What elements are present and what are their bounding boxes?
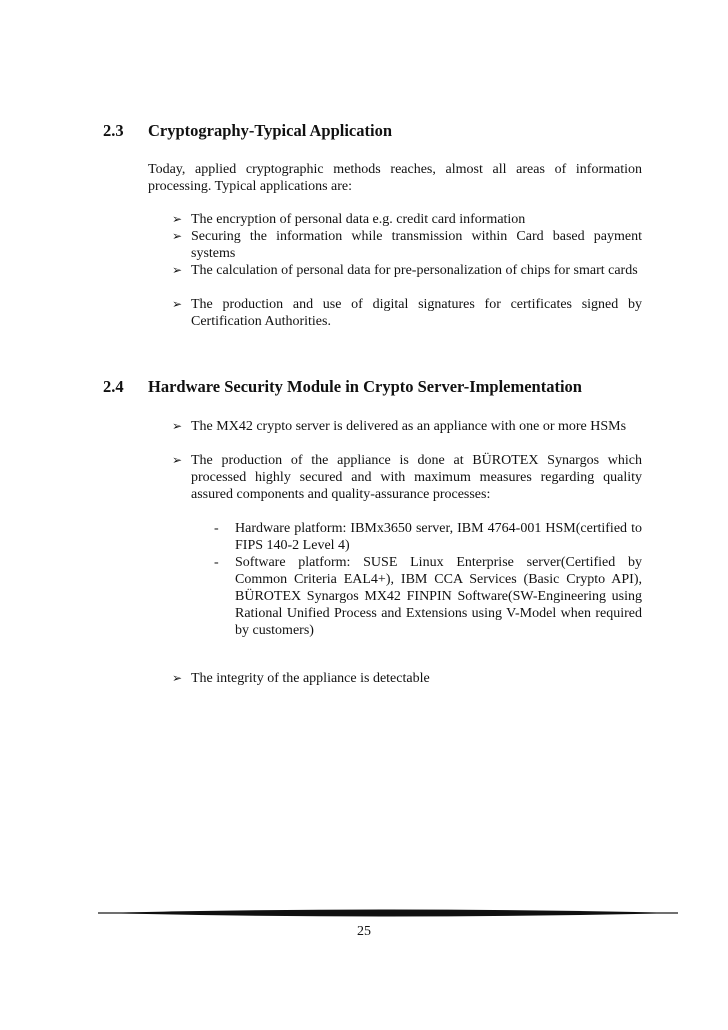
list-item-text: The encryption of personal data e.g. credit card information bbox=[191, 212, 526, 227]
sub-list-item-text: Software platform: SUSE Linux Enterprise server(Certified by Common Criteria EAL4+), IBM CCA Services (Basic Crypto API), BÜROTEX Synargos MX42 FINPIN Software(SW-Engineering using Rational Unified Process and Extensions using V-Model when required by customers) bbox=[235, 555, 642, 638]
arrowhead-bullet-icon: ➢ bbox=[172, 671, 183, 685]
list-item-text: The production of the appliance is done at BÜROTEX Synargos which processed highly secured and with maximum measures regarding quality assured components and quality-assurance processes: bbox=[191, 453, 642, 502]
section-title: Hardware Security Module in Crypto Server-Implementation bbox=[148, 377, 582, 396]
section-number: 2.3 bbox=[103, 121, 124, 140]
section-title: Cryptography-Typical Application bbox=[148, 121, 393, 140]
arrowhead-bullet-icon: ➢ bbox=[172, 263, 183, 277]
footer-divider bbox=[98, 907, 678, 919]
page-number: 25 bbox=[357, 924, 371, 939]
dash-marker: - bbox=[214, 555, 219, 570]
section-number: 2.4 bbox=[103, 377, 124, 396]
list-item-text: Securing the information while transmission within Card based payment systems bbox=[191, 229, 642, 261]
sub-list-item-text: Hardware platform: IBMx3650 server, IBM 4764-001 HSM(certified to FIPS 140-2 Level 4) bbox=[235, 521, 642, 553]
arrowhead-bullet-icon: ➢ bbox=[172, 212, 183, 226]
dash-marker: - bbox=[214, 521, 219, 536]
list-item-text: The production and use of digital signatures for certificates signed by Certification Authorities. bbox=[191, 297, 642, 329]
intro-paragraph: Today, applied cryptographic methods reaches, almost all areas of information processing. Typical applications are: bbox=[148, 162, 642, 194]
arrowhead-bullet-icon: ➢ bbox=[172, 453, 183, 467]
list-item-text: The MX42 crypto server is delivered as an appliance with one or more HSMs bbox=[191, 419, 627, 434]
list-item-text: The integrity of the appliance is detectable bbox=[191, 671, 430, 686]
arrowhead-bullet-icon: ➢ bbox=[172, 419, 183, 433]
arrowhead-bullet-icon: ➢ bbox=[172, 297, 183, 311]
list-item-text: The calculation of personal data for pre-personalization of chips for smart cards bbox=[191, 263, 638, 278]
arrowhead-bullet-icon: ➢ bbox=[172, 229, 183, 243]
